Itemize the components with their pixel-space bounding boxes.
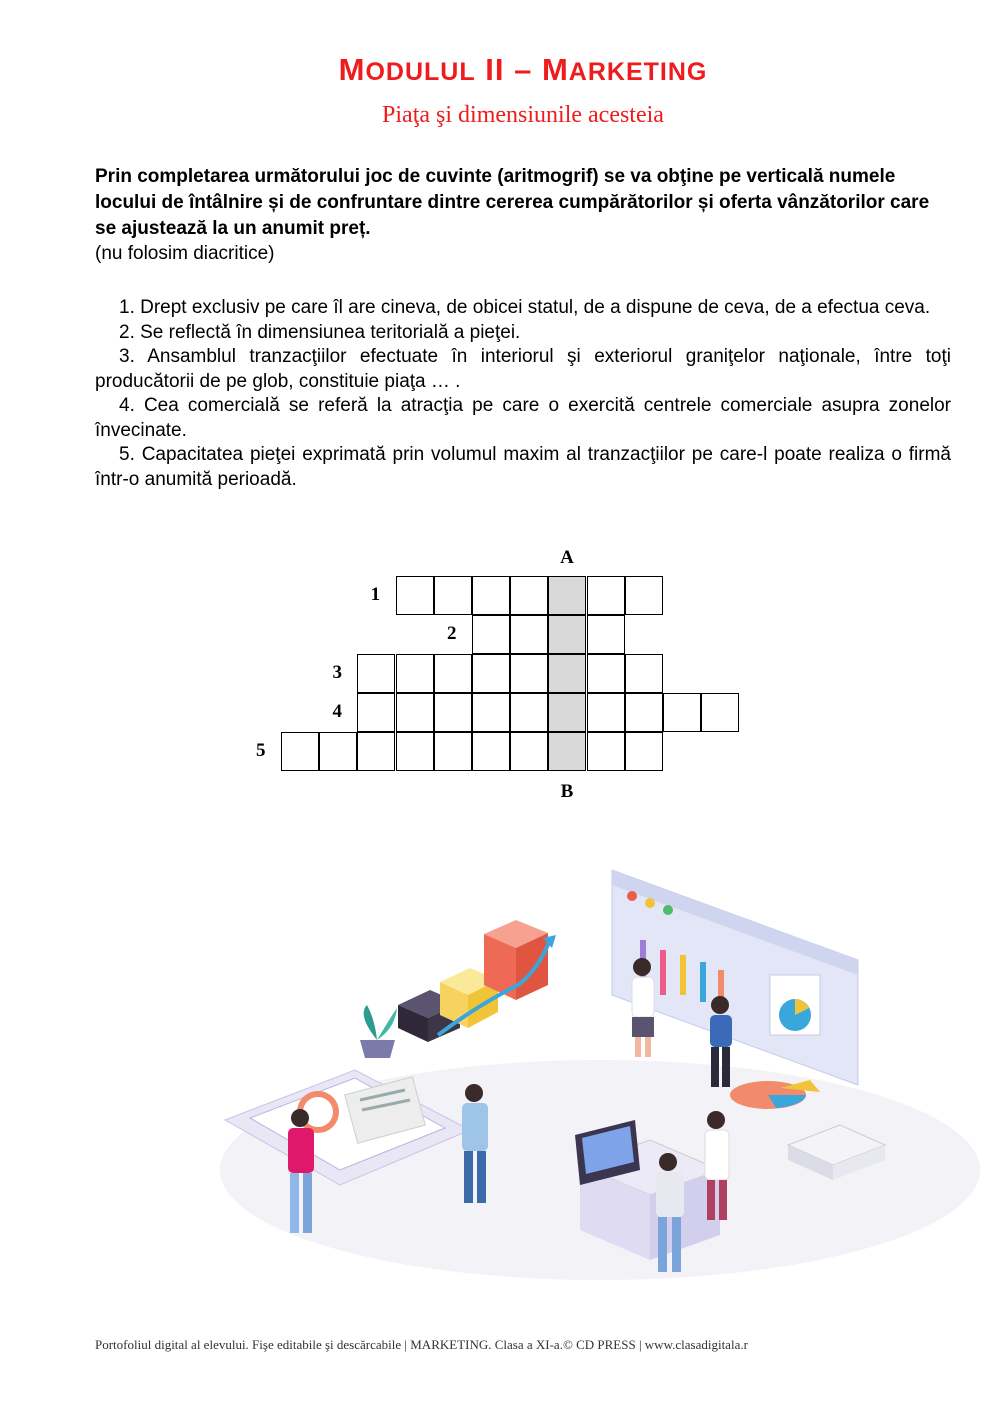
crossword-label-top: A — [560, 547, 574, 568]
crossword-row-number: 5 — [256, 740, 266, 761]
clue-5: 5. Capacitatea pieţei exprimată prin volumul maxim al tranzacţiilor pe care-l poate realiza o firmă într-o anumită perioadă. — [95, 444, 951, 490]
crossword-row-number: 1 — [370, 584, 381, 605]
crossword-row-number: 2 — [447, 623, 457, 644]
page-title: MODULUL II – MARKETING — [338, 52, 708, 87]
clue-1: 1. Drept exclusiv pe care îl are cineva, de obicei statul, de a dispune de ceva, de a efectua ceva. — [119, 297, 931, 318]
crossword-row-number: 3 — [332, 662, 342, 683]
page-footer: Portofoliul digital al elevului. Fişe editabile şi descărcabile | MARKETING. Clasa a XI-a.© CD PRESS | www.clasadigitala.r — [95, 1337, 748, 1352]
clue-3: 3. Ansamblul tranzacţiilor efectuate în interiorul şi exteriorul graniţelor naţionale, între toţi producătorii de pe glob, constituie piaţa … . — [95, 346, 951, 392]
page-subtitle: Piaţa şi dimensiunile acesteia — [382, 102, 664, 128]
instructions-text: Prin completarea următorului joc de cuvinte (aritmogrif) se va obţine pe verticală numele locului de întâlnire și de confruntare dintre cererea cumpărătorilor și oferta vânzătorilor care se ajustează la un anumit preț. — [95, 166, 930, 239]
clue-4: 4. Cea comercială se referă la atracţia pe care o exercită centrele comerciale asupra zonelor învecinate. — [95, 395, 951, 441]
crossword-label-bottom: B — [560, 781, 574, 802]
instructions-note: (nu folosim diacritice) — [95, 243, 275, 264]
crossword-row-number: 4 — [332, 701, 342, 722]
clue-2: 2. Se reflectă în dimensiunea teritorială a pieţei. — [119, 321, 521, 343]
